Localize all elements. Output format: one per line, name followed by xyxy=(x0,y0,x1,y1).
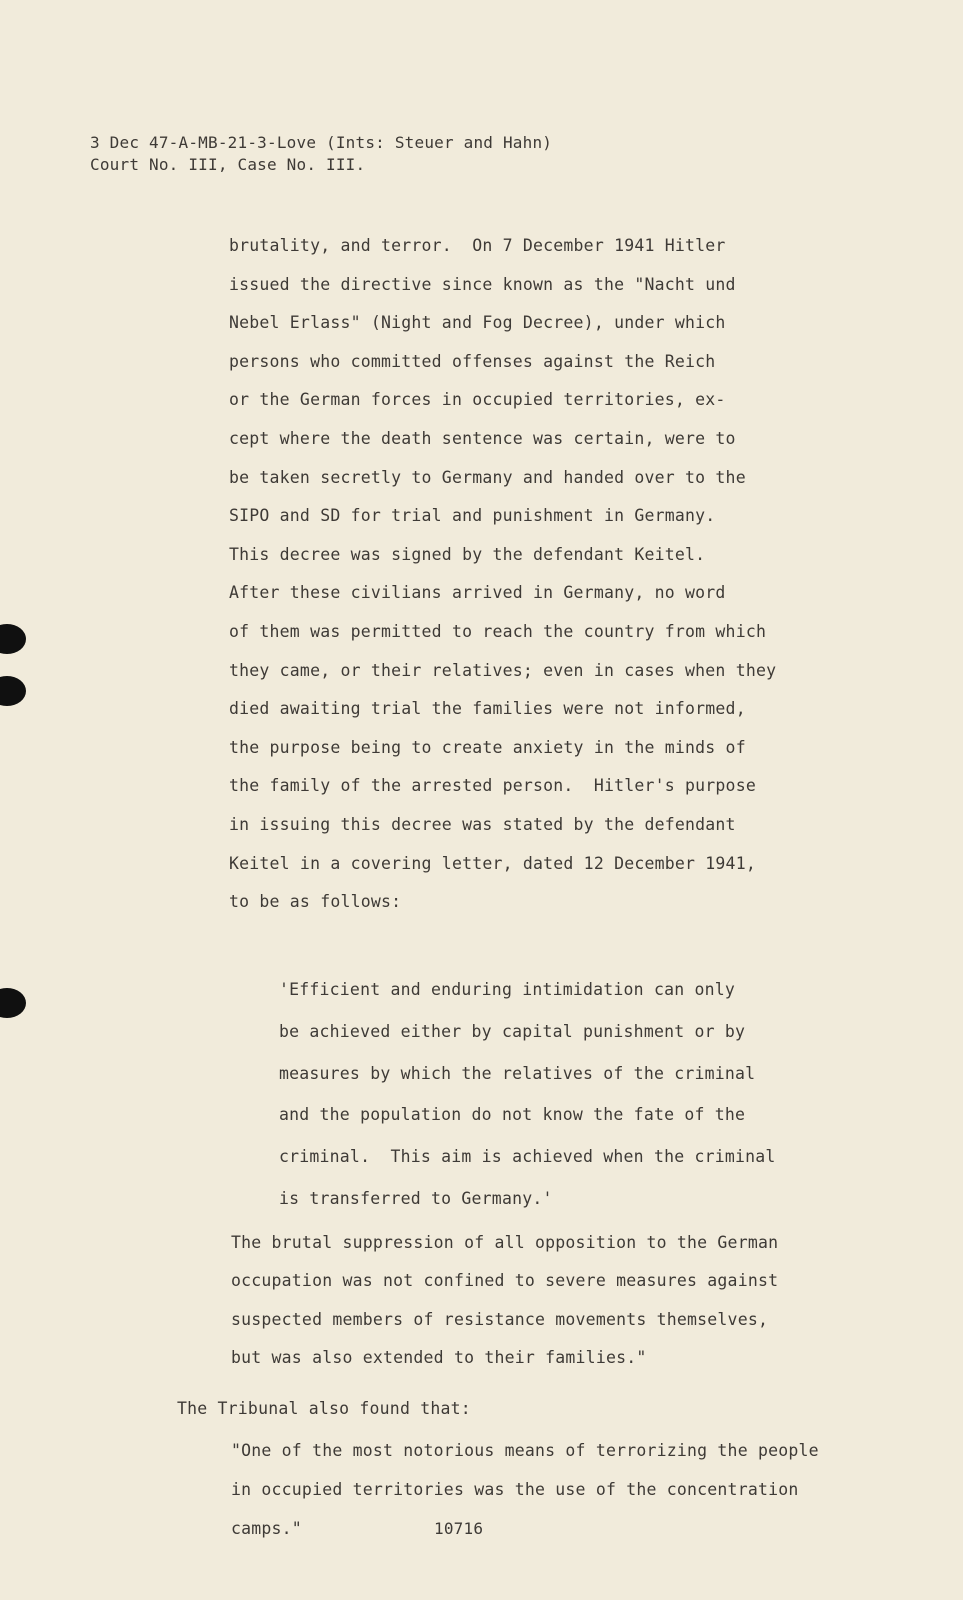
text-line: measures by which the relatives of the criminal xyxy=(279,1063,756,1083)
text-line: camps." xyxy=(231,1519,302,1538)
text-line: of them was permitted to reach the country from which xyxy=(229,622,767,641)
text-line: in occupied territories was the use of the concentration xyxy=(231,1480,799,1499)
text-line: they came, or their relatives; even in cases when they xyxy=(229,660,777,680)
text-line: The brutal suppression of all opposition to the German xyxy=(231,1233,779,1252)
punch-hole xyxy=(0,676,26,706)
text-line: the purpose being to create anxiety in the minds of xyxy=(229,737,746,757)
text-line: "One of the most notorious means of terrorizing the people xyxy=(231,1441,819,1460)
text-line: 'Efficient and enduring intimidation can only xyxy=(279,980,736,999)
text-line: Nebel Erlass" (Night and Fog Decree), under which xyxy=(229,313,726,333)
text-line: SIPO and SD for trial and punishment in Germany. xyxy=(229,506,716,526)
header-line-2: Court No. III, Case No. III. xyxy=(90,155,366,174)
page-number: 10716 xyxy=(434,1519,484,1538)
text-line: and the population do not know the fate of the xyxy=(279,1105,746,1125)
header-line-1: 3 Dec 47-A-MB-21-3-Love (Ints: Steuer and Hahn) xyxy=(90,133,553,152)
text-line: persons who committed offenses against the Reich xyxy=(229,351,716,371)
text-line: criminal. This aim is achieved when the criminal xyxy=(279,1147,776,1167)
text-line: be achieved either by capital punishment or by xyxy=(279,1021,746,1041)
punch-hole xyxy=(0,624,26,654)
text-line: The Tribunal also found that: xyxy=(177,1399,471,1418)
text-line: be taken secretly to Germany and handed over to the xyxy=(229,467,746,487)
text-line: to be as follows: xyxy=(229,892,402,912)
text-line: but was also extended to their families." xyxy=(231,1347,647,1367)
text-line: died awaiting trial the families were not informed, xyxy=(229,699,746,719)
text-line: in issuing this decree was stated by the defendant xyxy=(229,815,736,834)
text-line: occupation was not confined to severe measures against xyxy=(231,1271,779,1291)
text-line: brutality, and terror. On 7 December 1941 Hitler xyxy=(229,236,726,255)
text-line: suspected members of resistance movements themselves, xyxy=(231,1309,769,1329)
text-line: After these civilians arrived in Germany, no word xyxy=(229,583,726,603)
text-line: is transferred to Germany.' xyxy=(279,1189,553,1208)
punch-hole xyxy=(0,988,26,1018)
text-line: cept where the death sentence was certain, were to xyxy=(229,429,736,448)
text-line: the family of the arrested person. Hitler's purpose xyxy=(229,776,756,796)
text-line: issued the directive since known as the "Nacht und xyxy=(229,274,736,294)
text-line: Keitel in a covering letter, dated 12 December 1941, xyxy=(229,853,756,873)
text-line: or the German forces in occupied territories, ex- xyxy=(229,390,726,410)
text-line: This decree was signed by the defendant Keitel. xyxy=(229,544,706,564)
